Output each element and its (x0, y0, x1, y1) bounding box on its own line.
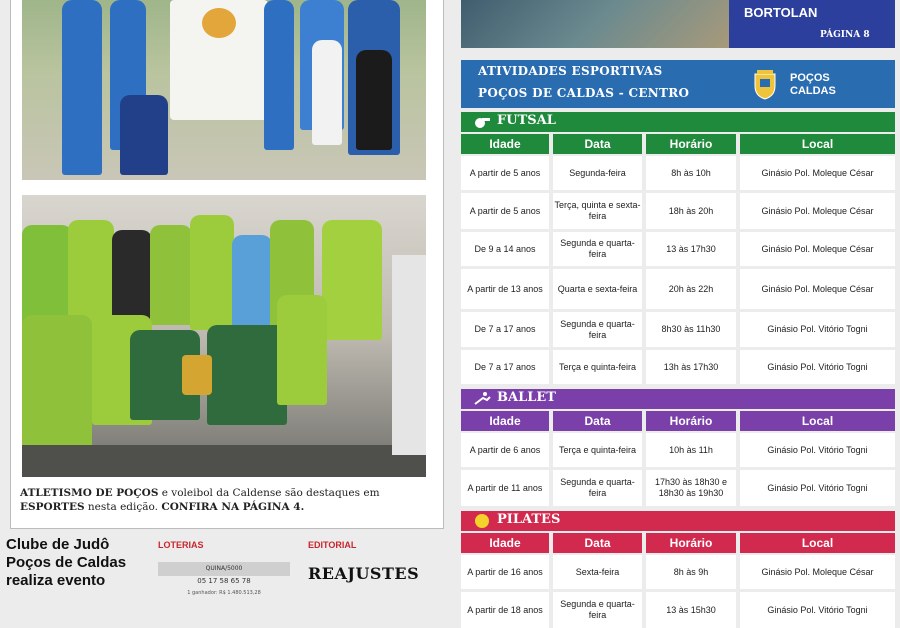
table-cell: De 7 a 17 anos (461, 350, 549, 384)
table-row (461, 433, 895, 467)
judo-headline[interactable]: Clube de Judô Poços de Caldas realiza evento (6, 536, 127, 589)
table-cell: Segunda e quarta-feira (553, 312, 642, 347)
loterias-numbers: 05 17 58 65 78 (197, 577, 251, 585)
column-header: Data (553, 134, 642, 154)
table-cell: 8h30 às 11h30 (646, 312, 736, 347)
table-cell: Ginásio Pol. Moleque César (740, 156, 895, 190)
column-header-row (461, 411, 895, 431)
table-cell: 8h às 9h (646, 555, 736, 589)
ball-icon (473, 513, 491, 529)
table-cell: 18h às 20h (646, 193, 736, 229)
loterias-title: LOTERIAS (158, 540, 204, 550)
table-row (461, 232, 895, 266)
table-cell: Segunda e quarta-feira (553, 592, 642, 628)
loterias-box: QUINA/5000 (158, 562, 290, 576)
table-cell: Terça e quinta-feira (553, 433, 642, 467)
table-cell: A partir de 5 anos (461, 193, 549, 229)
column-header: Idade (461, 134, 549, 154)
table-cell: A partir de 11 anos (461, 470, 549, 506)
table-cell: Segunda e quarta-feira (553, 232, 642, 266)
table-cell: Quarta e sexta-feira (553, 269, 642, 309)
city-crest-icon (752, 70, 778, 100)
table-cell: Ginásio Pol. Moleque César (740, 269, 895, 309)
table-cell: A partir de 18 anos (461, 592, 549, 628)
page-reference: PÁGINA 8 (820, 30, 870, 40)
editorial-title: EDITORIAL (308, 540, 357, 550)
table-cell: Terça, quinta e sexta-feira (553, 193, 642, 229)
table-cell: Ginásio Pol. Vitório Togni (740, 350, 895, 384)
table-row (461, 592, 895, 628)
column-header: Horário (646, 533, 736, 553)
column-header: Data (553, 411, 642, 431)
column-header: Local (740, 134, 895, 154)
section-title: PILATES (497, 512, 561, 527)
city-logo-text: POÇOS CALDAS (790, 72, 836, 97)
table-cell: 13 às 15h30 (646, 592, 736, 628)
table-cell: Terça e quinta-feira (553, 350, 642, 384)
lake-photo (461, 0, 729, 48)
section-title: FUTSAL (497, 113, 556, 128)
table-cell: A partir de 6 anos (461, 433, 549, 467)
dancer-icon (473, 391, 491, 407)
table-cell: Ginásio Pol. Vitório Togni (740, 592, 895, 628)
table-cell: Segunda-feira (553, 156, 642, 190)
table-cell: Ginásio Pol. Moleque César (740, 193, 895, 229)
table-cell: Sexta-feira (553, 555, 642, 589)
section-pilates (461, 511, 895, 531)
loterias-sub: 1 ganhador: R$ 1.480.513,28 (187, 590, 261, 596)
column-header: Data (553, 533, 642, 553)
bortolan-label: BORTOLAN (744, 5, 818, 20)
table-row (461, 193, 895, 229)
section-futsal (461, 112, 895, 132)
table-cell: Segunda e quarta-feira (553, 470, 642, 506)
column-header-row (461, 533, 895, 553)
column-header-row (461, 134, 895, 154)
table-row (461, 470, 895, 506)
table-row (461, 555, 895, 589)
table-row (461, 156, 895, 190)
table-cell: Ginásio Pol. Vitório Togni (740, 312, 895, 347)
table-cell: A partir de 13 anos (461, 269, 549, 309)
table-row (461, 350, 895, 384)
table-cell: 20h às 22h (646, 269, 736, 309)
athletics-team-photo (22, 0, 426, 180)
table-cell: Ginásio Pol. Vitório Togni (740, 470, 895, 506)
table-cell: 17h30 às 18h30 e 18h30 às 19h30 (646, 470, 736, 506)
section-ballet (461, 389, 895, 409)
table-row (461, 269, 895, 309)
table-cell: A partir de 5 anos (461, 156, 549, 190)
header-title-line1: ATIVIDADES ESPORTIVAS (478, 64, 663, 78)
whistle-icon (473, 114, 491, 130)
editorial-headline[interactable]: REAJUSTES (308, 564, 420, 583)
column-header: Horário (646, 134, 736, 154)
table-cell: De 7 a 17 anos (461, 312, 549, 347)
table-cell: Ginásio Pol. Moleque César (740, 555, 895, 589)
volleyball-team-photo (22, 195, 426, 477)
column-header: Idade (461, 411, 549, 431)
table-cell: A partir de 16 anos (461, 555, 549, 589)
column-header: Local (740, 411, 895, 431)
table-cell: Ginásio Pol. Moleque César (740, 232, 895, 266)
column-header: Local (740, 533, 895, 553)
header-title-line2: POÇOS DE CALDAS - CENTRO (478, 86, 690, 100)
section-title: BALLET (497, 390, 556, 405)
table-cell: 13 às 17h30 (646, 232, 736, 266)
table-cell: 10h às 11h (646, 433, 736, 467)
table-cell: 13h às 17h30 (646, 350, 736, 384)
table-cell: 8h às 10h (646, 156, 736, 190)
table-row (461, 312, 895, 347)
table-cell: De 9 a 14 anos (461, 232, 549, 266)
photo-caption: ATLETISMO DE POÇOS e voleibol da Caldense são destaques em ESPORTES nesta edição. CONFIRA NA PÁGINA 4. (20, 487, 380, 513)
column-header: Horário (646, 411, 736, 431)
table-cell: Ginásio Pol. Vitório Togni (740, 433, 895, 467)
column-header: Idade (461, 533, 549, 553)
